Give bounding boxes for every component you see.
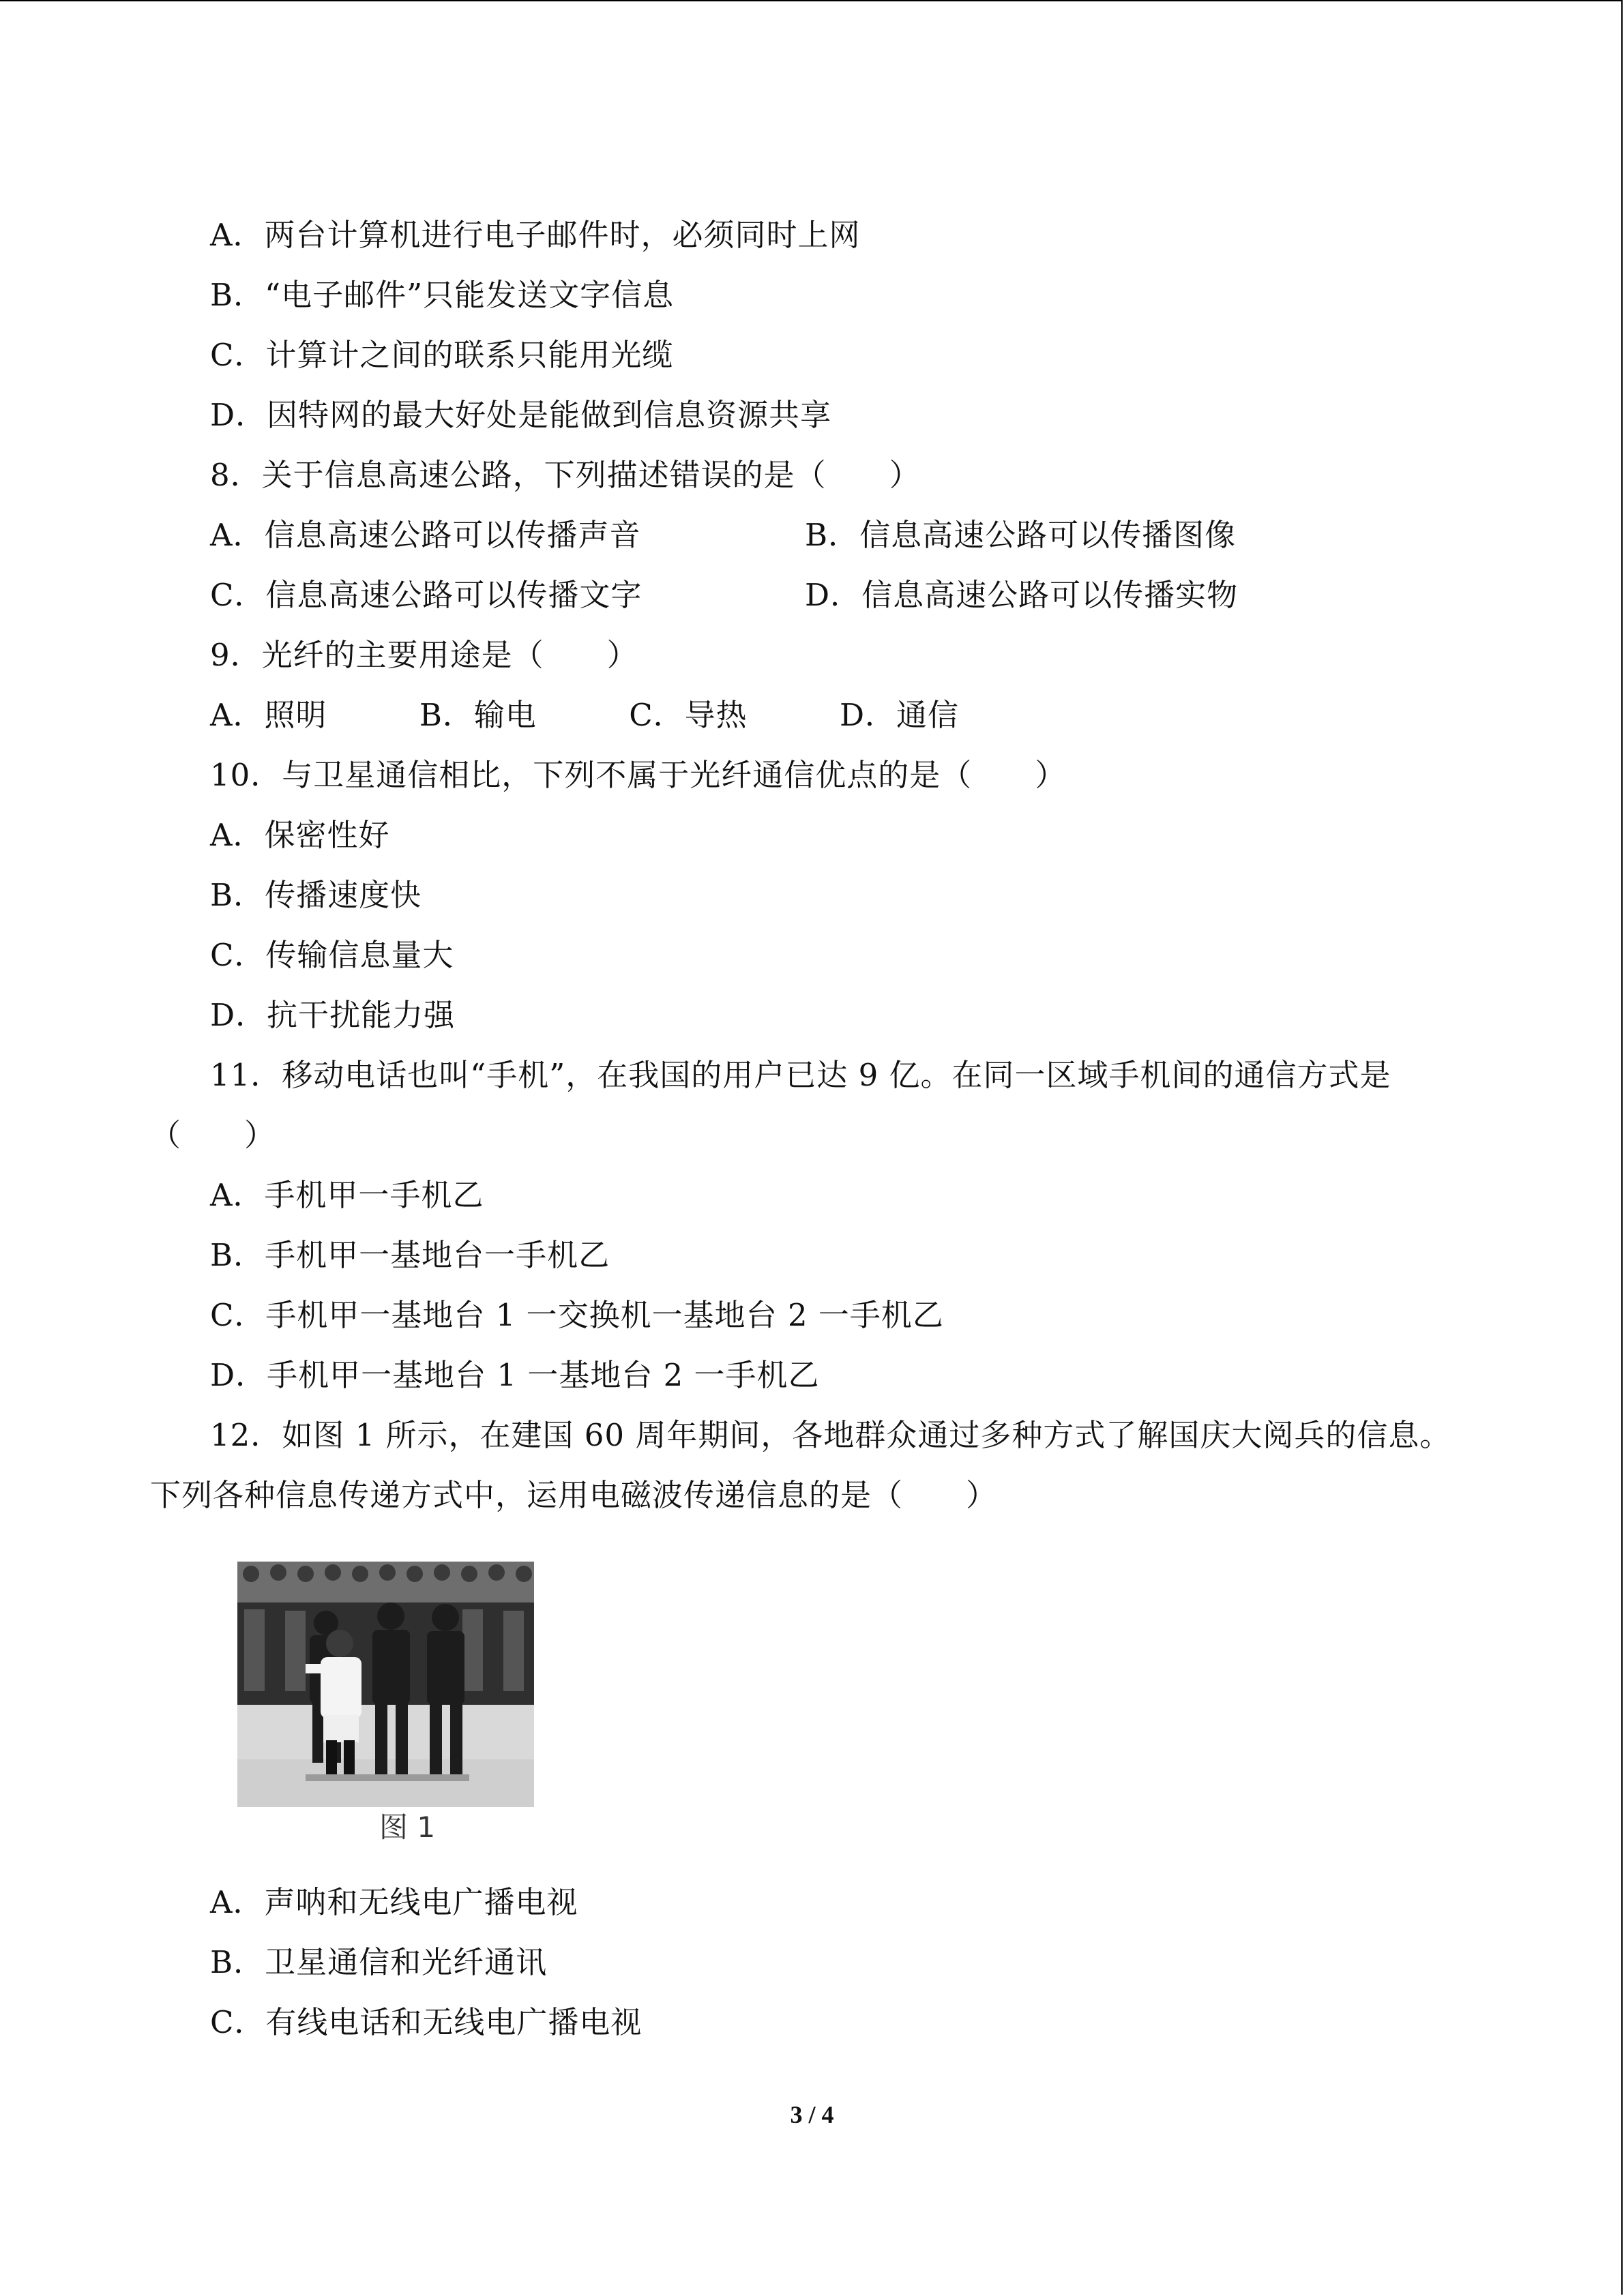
q8-option-c: C．信息高速公路可以传播文字 — [210, 577, 643, 613]
q10-option-d: D．抗干扰能力强 — [210, 997, 456, 1033]
q9-option-c: C．导热 — [629, 697, 748, 733]
parade-photo — [237, 1562, 534, 1807]
q7-option-a: A．两台计算机进行电子邮件时，必须同时上网 — [210, 217, 861, 253]
q11-option-d: D．手机甲一基地台 1 一基地台 2 一手机乙 — [210, 1357, 820, 1393]
q12-stem-line2: 下列各种信息传递方式中，运用电磁波传递信息的是（ ） — [150, 1477, 998, 1513]
q9-option-b: B．输电 — [419, 697, 537, 733]
q8-option-b: B．信息高速公路可以传播图像 — [805, 517, 1237, 553]
q11-stem-line1: 11．移动电话也叫“手机”，在我国的用户已达 9 亿。在同一区域手机间的通信方式是 — [210, 1057, 1391, 1093]
q9-options — [210, 695, 959, 736]
q10-option-a: A．保密性好 — [210, 817, 390, 853]
q12-stem-line1: 12．如图 1 所示，在建国 60 周年期间，各地群众通过多种方式了解国庆大阅兵的信息。 — [210, 1417, 1451, 1453]
q8-option-d: D．信息高速公路可以传播实物 — [805, 577, 1239, 613]
parade-photo-illustration — [237, 1562, 534, 1807]
page-number: 3 / 4 — [790, 2101, 834, 2128]
q9-option-a: A．照明 — [210, 697, 327, 733]
q10-option-c: C．传输信息量大 — [210, 937, 454, 973]
q7-option-c: C．计算计之间的联系只能用光缆 — [210, 337, 674, 373]
q12-option-a: A．声呐和无线电广播电视 — [210, 1884, 578, 1920]
q8-option-a: A．信息高速公路可以传播声音 — [210, 517, 641, 553]
q7-option-b: B．“电子邮件”只能发送文字信息 — [210, 277, 675, 313]
figure-caption: 图 1 — [379, 1810, 436, 1844]
q11-option-b: B．手机甲一基地台一手机乙 — [210, 1237, 610, 1273]
q9-stem: 9．光纤的主要用途是（ ） — [210, 637, 638, 673]
q9-option-d: D．通信 — [839, 697, 960, 733]
q11-option-a: A．手机甲一手机乙 — [210, 1177, 484, 1213]
q10-stem: 10．与卫星通信相比，下列不属于光纤通信优点的是（ ） — [210, 757, 1067, 793]
q8-stem: 8．关于信息高速公路，下列描述错误的是（ ） — [210, 457, 921, 493]
q11-option-c: C．手机甲一基地台 1 一交换机一基地台 2 一手机乙 — [210, 1297, 944, 1333]
q12-option-b: B．卫星通信和光纤通讯 — [210, 1944, 548, 1980]
q10-option-b: B．传播速度快 — [210, 877, 422, 913]
q12-option-c: C．有线电话和无线电广播电视 — [210, 2004, 643, 2040]
q7-option-d: D．因特网的最大好处是能做到信息资源共享 — [210, 397, 832, 433]
q11-stem-line2: （ ） — [150, 1117, 276, 1153]
